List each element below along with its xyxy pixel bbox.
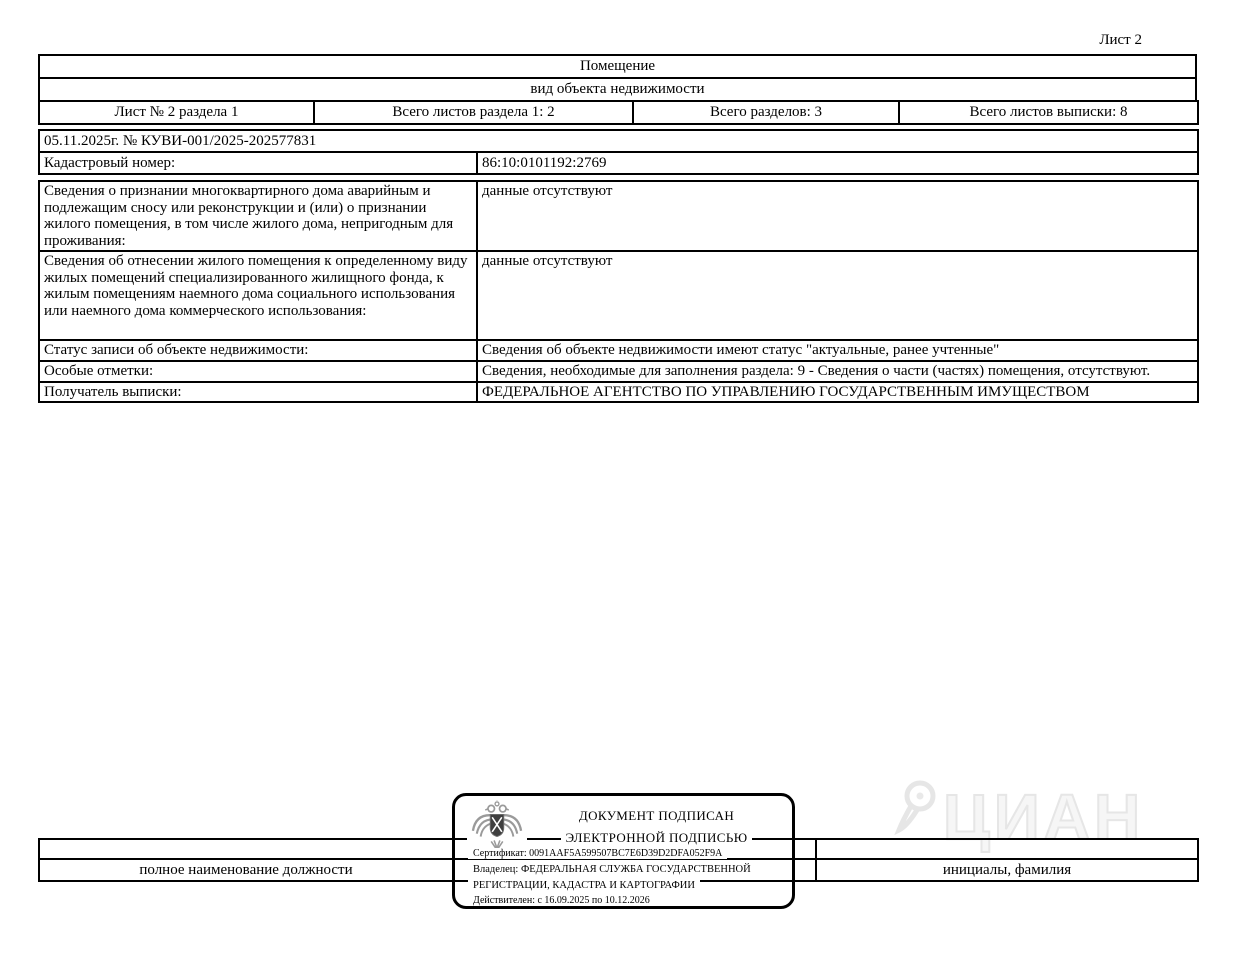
stamp-validity-text: Действителен: с 16.09.2025 по 10.12.2026 <box>468 895 655 906</box>
special-notes-value: Сведения, необходимые для заполнения раздела: 9 - Сведения о части (частях) помещения, отсутствуют. <box>477 361 1198 382</box>
recipient-label: Получатель выписки: <box>39 382 477 403</box>
table-row <box>39 340 1198 361</box>
rosreestr-eagle-icon <box>467 800 527 852</box>
sheet-of-section-cell: Лист № 2 раздела 1 <box>39 101 314 124</box>
date-number-cell: 05.11.2025г. № КУВИ-001/2025-202577831 <box>39 130 1198 152</box>
emergency-house-label: Сведения о признании многоквартирного дома аварийным и подлежащим сносу или реконструкции и (или) о признании жилого помещения, в том числе жилого дома, непригодным для проживания: <box>39 181 477 251</box>
position-caption-cell: полное наименование должности <box>39 859 453 881</box>
table-row <box>39 78 1196 101</box>
housing-fund-value: данные отсутствуют <box>477 251 1198 340</box>
record-status-value: Сведения об объекте недвижимости имеют статус "актуальные, ранее учтенные" <box>477 340 1198 361</box>
housing-fund-label: Сведения об отнесении жилого помещения к определенному виду жилых помещений специализированного жилищного фонда, к жилым помещениям наемного дома социального использования или наемного дома коммерческого использования: <box>39 251 477 340</box>
stamp-owner-line1 <box>468 864 756 875</box>
sheets-info-table <box>38 100 1199 125</box>
table-row <box>39 130 1198 152</box>
position-signature-cell <box>39 839 453 859</box>
name-caption-cell: инициалы, фамилия <box>816 859 1198 881</box>
cadastral-value-cell: 86:10:0101192:2769 <box>477 152 1198 174</box>
stamp-certificate-text: Сертификат: 0091AAF5A599507BC7E6D39D2DFA052F9A <box>468 848 727 859</box>
map-pin-icon <box>893 778 943 838</box>
object-type-value: Помещение <box>39 55 1196 78</box>
object-type-table <box>38 54 1197 102</box>
stamp-owner-text1: Владелец: ФЕДЕРАЛЬНАЯ СЛУЖБА ГОСУДАРСТВЕННОЙ <box>468 864 756 875</box>
emergency-house-value: данные отсутствуют <box>477 181 1198 251</box>
table-row <box>39 101 1198 124</box>
electronic-signature-stamp <box>452 793 795 909</box>
cadastral-label-cell: Кадастровый номер: <box>39 152 477 174</box>
object-type-caption: вид объекта недвижимости <box>39 78 1196 101</box>
stamp-owner-text2: РЕГИСТРАЦИИ, КАДАСТРА И КАРТОГРАФИИ <box>468 880 700 891</box>
table-row <box>39 382 1198 403</box>
details-table <box>38 180 1199 403</box>
watermark-text: ЦИАН <box>943 781 1145 853</box>
stamp-title-line2 <box>529 830 784 846</box>
table-row <box>39 152 1198 174</box>
stamp-title-text1: ДОКУМЕНТ ПОДПИСАН <box>574 808 739 824</box>
table-row <box>39 361 1198 382</box>
name-signature-cell <box>816 839 1198 859</box>
doc-number-table <box>38 129 1199 175</box>
stamp-certificate-line <box>468 848 727 859</box>
stamp-validity-line <box>468 895 655 906</box>
stamp-title-line1 <box>529 808 784 824</box>
special-notes-label: Особые отметки: <box>39 361 477 382</box>
recipient-value: ФЕДЕРАЛЬНОЕ АГЕНТСТВО ПО УПРАВЛЕНИЮ ГОСУДАРСТВЕННЫМ ИМУЩЕСТВОМ <box>477 382 1198 403</box>
stamp-owner-line2 <box>468 880 700 891</box>
total-sheets-extract-cell: Всего листов выписки: 8 <box>899 101 1198 124</box>
record-status-label: Статус записи об объекте недвижимости: <box>39 340 477 361</box>
table-row <box>39 181 1198 251</box>
total-sheets-section-cell: Всего листов раздела 1: 2 <box>314 101 633 124</box>
table-row <box>39 251 1198 340</box>
table-row <box>39 55 1196 78</box>
sheet-number-label: Лист 2 <box>1099 32 1142 48</box>
stamp-title-text2: ЭЛЕКТРОННОЙ ПОДПИСЬЮ <box>561 830 753 846</box>
total-sections-cell: Всего разделов: 3 <box>633 101 899 124</box>
